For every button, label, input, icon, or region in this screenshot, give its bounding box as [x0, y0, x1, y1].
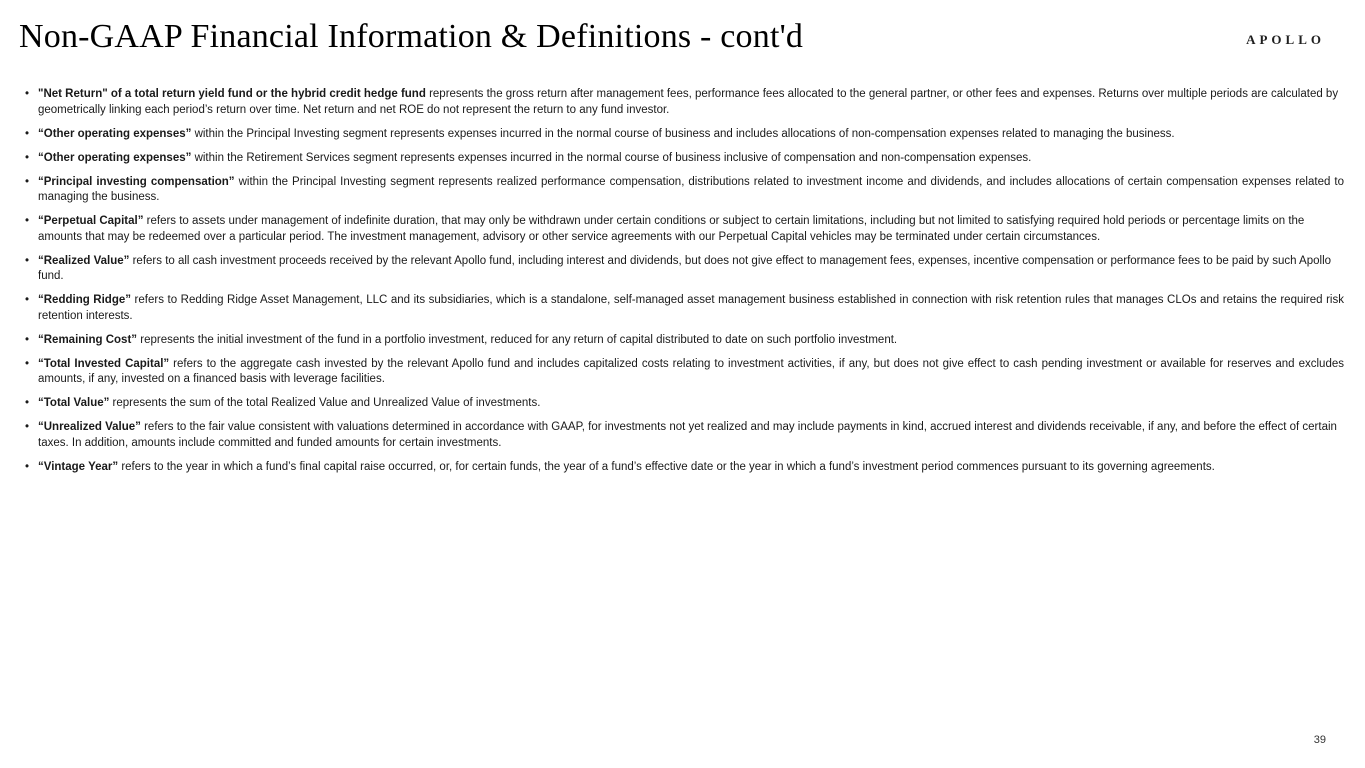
definition-item — [24, 214, 1344, 245]
definition-item — [24, 175, 1344, 206]
definition-text: represents the initial investment of the fund in a portfolio investment, reduced for any return of capital distributed to date on such portfolio investment. — [137, 333, 898, 346]
definition-item — [24, 87, 1344, 118]
definition-text: within the Principal Investing segment represents expenses incurred in the normal course of business and includes allocations of non-compensation expenses related to managing the business. — [191, 127, 1175, 140]
definitions-list — [24, 87, 1344, 484]
definition-term: “Unrealized Value” — [38, 421, 141, 433]
definition-item — [24, 333, 1344, 349]
definition-item — [24, 357, 1344, 388]
definition-text: refers to the aggregate cash invested by the relevant Apollo fund and includes capitalized costs relating to investment activities, if any, but does not give effect to cash pending investment or available for reserves and excludes amounts, if any, invested on a financed basis with leverage facilities. — [38, 357, 1344, 385]
slide-header — [0, 0, 1365, 78]
definition-term: “Other operating expenses” — [38, 151, 192, 164]
definition-item — [24, 151, 1344, 167]
definition-text: represents the gross return after management fees, performance fees allocated to the general partner, or other fees and expenses. Returns over multiple periods are calculated by geometrically linking each period’s return over time. Net return and net ROE do not represent the return to any fund investor. — [38, 88, 1339, 116]
definition-text: represents the sum of the total Realized Value and Unrealized Value of investments. — [109, 397, 541, 409]
definition-term: “Realized Value” — [38, 254, 130, 267]
definition-term: "Net Return" of a total return yield fund or the hybrid credit hedge fund — [38, 88, 426, 100]
definition-text: within the Principal Investing segment represents realized performance compensation, distributions related to investment income and dividends, and includes allocations of certain compensation expenses related to managing the business. — [38, 175, 1344, 203]
definition-term: “Remaining Cost” — [38, 333, 138, 346]
definition-item — [24, 396, 1344, 412]
definition-term: “Perpetual Capital” — [38, 215, 144, 227]
definition-item — [24, 254, 1344, 285]
definition-text: refers to all cash investment proceeds received by the relevant Apollo fund, including interest and dividends, but does not give effect to management fees, expenses, incentive compensation or performance fees to be paid by such Apollo fund. — [38, 254, 1332, 282]
definition-text: refers to Redding Ridge Asset Management, LLC and its subsidiaries, which is a standalone, self-managed asset management business established in connection with risk retention rules that manages CLOs and retains the required risk retention interests. — [38, 294, 1344, 322]
definition-term: “Total Invested Capital” — [38, 357, 170, 370]
definition-text: refers to the year in which a fund’s final capital raise occurred, or, for certain funds, the year of a fund’s effective date or the year in which a fund’s investment period commences pursuant to its governing agreements. — [118, 460, 1215, 473]
definition-text: refers to the fair value consistent with valuations determined in accordance with GAAP, for investments not yet realized and may include payments in kind, accrued interest and dividends receivable, if any, and before the effect of certain taxes. In addition, amounts include committed and funded amounts for certain investments. — [38, 421, 1337, 449]
definition-item — [24, 127, 1344, 143]
page-title: Non-GAAP Financial Information & Definitions - cont'd — [19, 18, 804, 55]
definition-text: refers to assets under management of indefinite duration, that may only be withdrawn under certain conditions or subject to certain limitations, including but not limited to satisfying required hold periods or percentage limits on the amounts that may be redeemed over a particular period. The investment management, advisory or other service agreements with our Perpetual Capital vehicles may be terminated under certain circumstances. — [38, 215, 1305, 243]
definition-term: “Redding Ridge” — [38, 294, 131, 306]
apollo-logo: APOLLO — [1246, 32, 1325, 47]
definition-text: within the Retirement Services segment represents expenses incurred in the normal course of business inclusive of compensation and non-compensation expenses. — [191, 151, 1032, 164]
definition-term: “Vintage Year” — [38, 460, 119, 473]
definition-item — [24, 420, 1344, 451]
definition-term: “Total Value” — [38, 397, 110, 409]
definition-item — [24, 293, 1344, 324]
definition-term: “Other operating expenses” — [38, 127, 192, 140]
definition-item — [24, 460, 1344, 476]
definition-term: “Principal investing compensation” — [38, 175, 235, 188]
page-number: 39 — [1313, 734, 1326, 746]
